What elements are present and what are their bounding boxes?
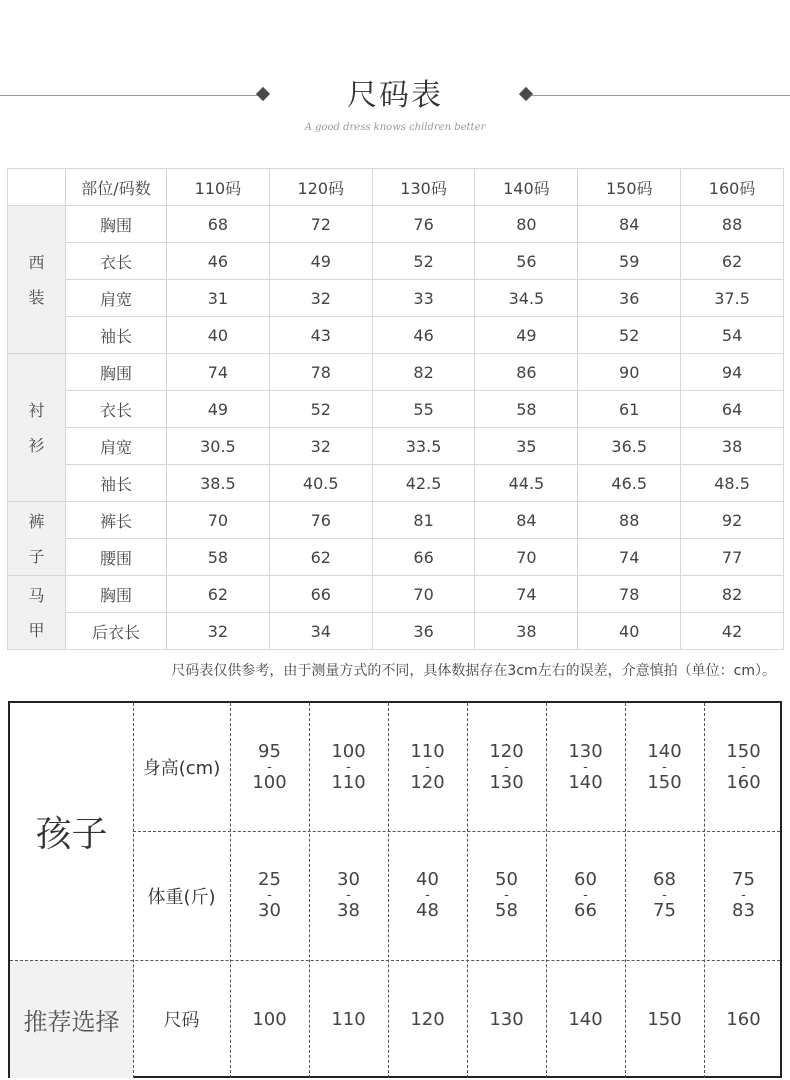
measure-value: 58	[167, 539, 270, 576]
measure-value: 94	[681, 354, 784, 391]
group-char: 子	[28, 546, 45, 566]
measure-value: 64	[681, 391, 784, 428]
kid-label: 孩子	[35, 814, 108, 855]
group-char: 甲	[28, 620, 45, 640]
measure-value: 40	[578, 613, 681, 650]
range-separator: -	[741, 888, 746, 903]
group-char: 马	[28, 585, 45, 605]
range-min: 50	[495, 869, 518, 890]
range-separator: -	[662, 888, 667, 903]
range-max: 58	[495, 900, 518, 921]
page-title: 尺码表	[347, 78, 443, 113]
measure-value: 74	[475, 576, 578, 613]
measure-value: 82	[372, 354, 475, 391]
measure-value: 37.5	[681, 280, 784, 317]
measure-value: 76	[269, 502, 372, 539]
measure-label: 胸围	[66, 354, 167, 391]
range-cell	[230, 703, 309, 831]
measure-value: 82	[681, 576, 784, 613]
measure-value: 35	[475, 428, 578, 465]
measure-value: 43	[269, 317, 372, 354]
measure-value: 49	[167, 391, 270, 428]
size-value: 110	[331, 1008, 366, 1030]
measure-label: 袖长	[66, 317, 167, 354]
range-min: 75	[732, 869, 755, 890]
range-cell	[546, 831, 625, 960]
range-max: 75	[653, 900, 676, 921]
header-cell: 120码	[269, 169, 372, 206]
measure-value: 56	[475, 243, 578, 280]
size-value: 160	[726, 1008, 761, 1030]
size-value: 140	[568, 1008, 603, 1030]
measure-value: 72	[269, 206, 372, 243]
measure-value: 34.5	[475, 280, 578, 317]
range-min: 30	[337, 869, 360, 890]
range-cell	[625, 831, 704, 960]
measure-value: 38	[475, 613, 578, 650]
table-row	[8, 539, 784, 576]
range-max: 160	[726, 771, 761, 793]
measure-value: 70	[475, 539, 578, 576]
table-row	[8, 428, 784, 465]
range-separator: -	[267, 759, 272, 775]
size-value: 150	[647, 1008, 682, 1030]
range-cell	[704, 831, 783, 960]
range-min: 110	[410, 740, 445, 762]
range-max: 38	[337, 900, 360, 921]
measure-value: 38	[681, 428, 784, 465]
range-separator: -	[425, 888, 430, 903]
group-char: 装	[28, 287, 45, 307]
table-row	[8, 206, 784, 243]
header-cell: 160码	[681, 169, 784, 206]
measure-value: 62	[269, 539, 372, 576]
measure-value: 84	[578, 206, 681, 243]
measure-value: 88	[578, 502, 681, 539]
measure-value: 36	[578, 280, 681, 317]
measure-label: 袖长	[66, 465, 167, 502]
range-separator: -	[425, 759, 430, 775]
range-cell	[309, 831, 388, 960]
range-max: 83	[732, 900, 755, 921]
range-min: 40	[416, 869, 439, 890]
measure-value: 33	[372, 280, 475, 317]
measure-value: 52	[578, 317, 681, 354]
measure-value: 92	[681, 502, 784, 539]
recommend-table	[8, 701, 782, 1078]
measure-value: 74	[578, 539, 681, 576]
recommend-label: 推荐选择	[10, 960, 133, 1078]
title-line-right	[532, 95, 790, 96]
measure-value: 40.5	[269, 465, 372, 502]
header-cell: 130码	[372, 169, 475, 206]
header-cell: 110码	[167, 169, 270, 206]
range-separator: -	[583, 888, 588, 903]
measure-value: 34	[269, 613, 372, 650]
measure-value: 31	[167, 280, 270, 317]
range-cell	[388, 703, 467, 831]
range-separator: -	[504, 888, 509, 903]
measure-value: 55	[372, 391, 475, 428]
range-max: 48	[416, 900, 439, 921]
range-cell	[467, 831, 546, 960]
range-separator: -	[267, 888, 272, 903]
measure-value: 59	[578, 243, 681, 280]
measure-label: 后衣长	[66, 613, 167, 650]
measure-value: 46	[372, 317, 475, 354]
measure-value: 66	[269, 576, 372, 613]
table-row	[8, 465, 784, 502]
range-separator: -	[741, 759, 746, 775]
measure-value: 32	[269, 280, 372, 317]
range-max: 130	[489, 771, 524, 793]
group-char: 西	[28, 252, 45, 272]
size-value: 100	[252, 1008, 287, 1030]
measure-value: 88	[681, 206, 784, 243]
measure-label: 裤长	[66, 502, 167, 539]
row-label: 体重(斤)	[147, 886, 216, 908]
header-cell: 140码	[475, 169, 578, 206]
measure-value: 66	[372, 539, 475, 576]
measure-label: 胸围	[66, 576, 167, 613]
range-cell	[625, 703, 704, 831]
measure-label: 胸围	[66, 206, 167, 243]
measure-value: 44.5	[475, 465, 578, 502]
group-cell	[8, 354, 66, 502]
measure-value: 46	[167, 243, 270, 280]
measure-value: 52	[372, 243, 475, 280]
table-row	[8, 280, 784, 317]
range-max: 100	[252, 771, 287, 793]
range-separator: -	[346, 888, 351, 903]
measure-value: 36	[372, 613, 475, 650]
range-separator: -	[346, 759, 351, 775]
range-min: 68	[653, 869, 676, 890]
corner-cell	[8, 169, 66, 206]
range-min: 25	[258, 869, 281, 890]
measure-value: 42	[681, 613, 784, 650]
range-cell	[309, 703, 388, 831]
group-cell	[8, 576, 66, 650]
row-label: 身高(cm)	[142, 758, 221, 779]
table-row	[8, 613, 784, 650]
group-cell	[8, 206, 66, 354]
table-row	[8, 502, 784, 539]
measure-value: 49	[269, 243, 372, 280]
measure-value: 58	[475, 391, 578, 428]
group-char: 裤	[28, 511, 45, 531]
measure-value: 76	[372, 206, 475, 243]
measure-value: 36.5	[578, 428, 681, 465]
range-separator: -	[583, 759, 588, 775]
size-value: 130	[489, 1008, 524, 1030]
row-label: 尺码	[163, 1010, 200, 1031]
measure-value: 32	[269, 428, 372, 465]
measure-value: 78	[578, 576, 681, 613]
measure-label: 肩宽	[66, 280, 167, 317]
header-cell: 部位/码数	[66, 169, 167, 206]
measure-value: 70	[372, 576, 475, 613]
measure-value: 86	[475, 354, 578, 391]
measure-value: 30.5	[167, 428, 270, 465]
measure-value: 70	[167, 502, 270, 539]
table-row	[8, 576, 784, 613]
range-min: 150	[726, 740, 761, 762]
measure-value: 61	[578, 391, 681, 428]
measure-value: 49	[475, 317, 578, 354]
size-value: 120	[410, 1008, 445, 1030]
measure-value: 52	[269, 391, 372, 428]
range-cell	[704, 703, 783, 831]
measure-value: 32	[167, 613, 270, 650]
size-header-row	[8, 169, 784, 206]
measure-label: 衣长	[66, 243, 167, 280]
group-char: 衫	[28, 435, 45, 455]
measure-value: 80	[475, 206, 578, 243]
measure-label: 衣长	[66, 391, 167, 428]
measure-label: 肩宽	[66, 428, 167, 465]
range-min: 140	[647, 740, 682, 762]
page-subtitle: A good dress knows children better	[304, 122, 486, 133]
range-cell	[388, 831, 467, 960]
header-cell: 150码	[578, 169, 681, 206]
range-max: 120	[410, 771, 445, 793]
range-min: 95	[258, 740, 281, 762]
measure-value: 33.5	[372, 428, 475, 465]
range-min: 100	[331, 740, 366, 762]
measure-value: 62	[681, 243, 784, 280]
measure-value: 38.5	[167, 465, 270, 502]
table-row	[8, 354, 784, 391]
measure-value: 54	[681, 317, 784, 354]
range-separator: -	[662, 759, 667, 775]
range-max: 140	[568, 771, 603, 793]
group-char: 衬	[28, 400, 45, 420]
measure-value: 90	[578, 354, 681, 391]
measure-value: 62	[167, 576, 270, 613]
range-separator: -	[504, 759, 509, 775]
range-cell	[230, 831, 309, 960]
measure-value: 78	[269, 354, 372, 391]
measure-value: 46.5	[578, 465, 681, 502]
range-max: 66	[574, 900, 597, 921]
measure-value: 42.5	[372, 465, 475, 502]
range-min: 120	[489, 740, 524, 762]
table-row	[8, 243, 784, 280]
size-chart-table	[7, 168, 784, 650]
group-cell	[8, 502, 66, 576]
measure-value: 40	[167, 317, 270, 354]
measure-value: 74	[167, 354, 270, 391]
size-note: 尺码表仅供参考，由于测量方式的不同，具体数据存在3cm左右的误差，介意慎拍（单位：cm）。	[171, 663, 776, 679]
measure-value: 81	[372, 502, 475, 539]
measure-value: 68	[167, 206, 270, 243]
measure-value: 48.5	[681, 465, 784, 502]
table-row	[8, 391, 784, 428]
measure-value: 77	[681, 539, 784, 576]
range-min: 130	[568, 740, 603, 762]
range-max: 110	[331, 771, 366, 793]
range-min: 60	[574, 869, 597, 890]
measure-label: 腰围	[66, 539, 167, 576]
range-max: 30	[258, 900, 281, 921]
range-cell	[467, 703, 546, 831]
measure-value: 84	[475, 502, 578, 539]
range-max: 150	[647, 771, 682, 793]
table-row	[8, 317, 784, 354]
range-cell	[546, 703, 625, 831]
